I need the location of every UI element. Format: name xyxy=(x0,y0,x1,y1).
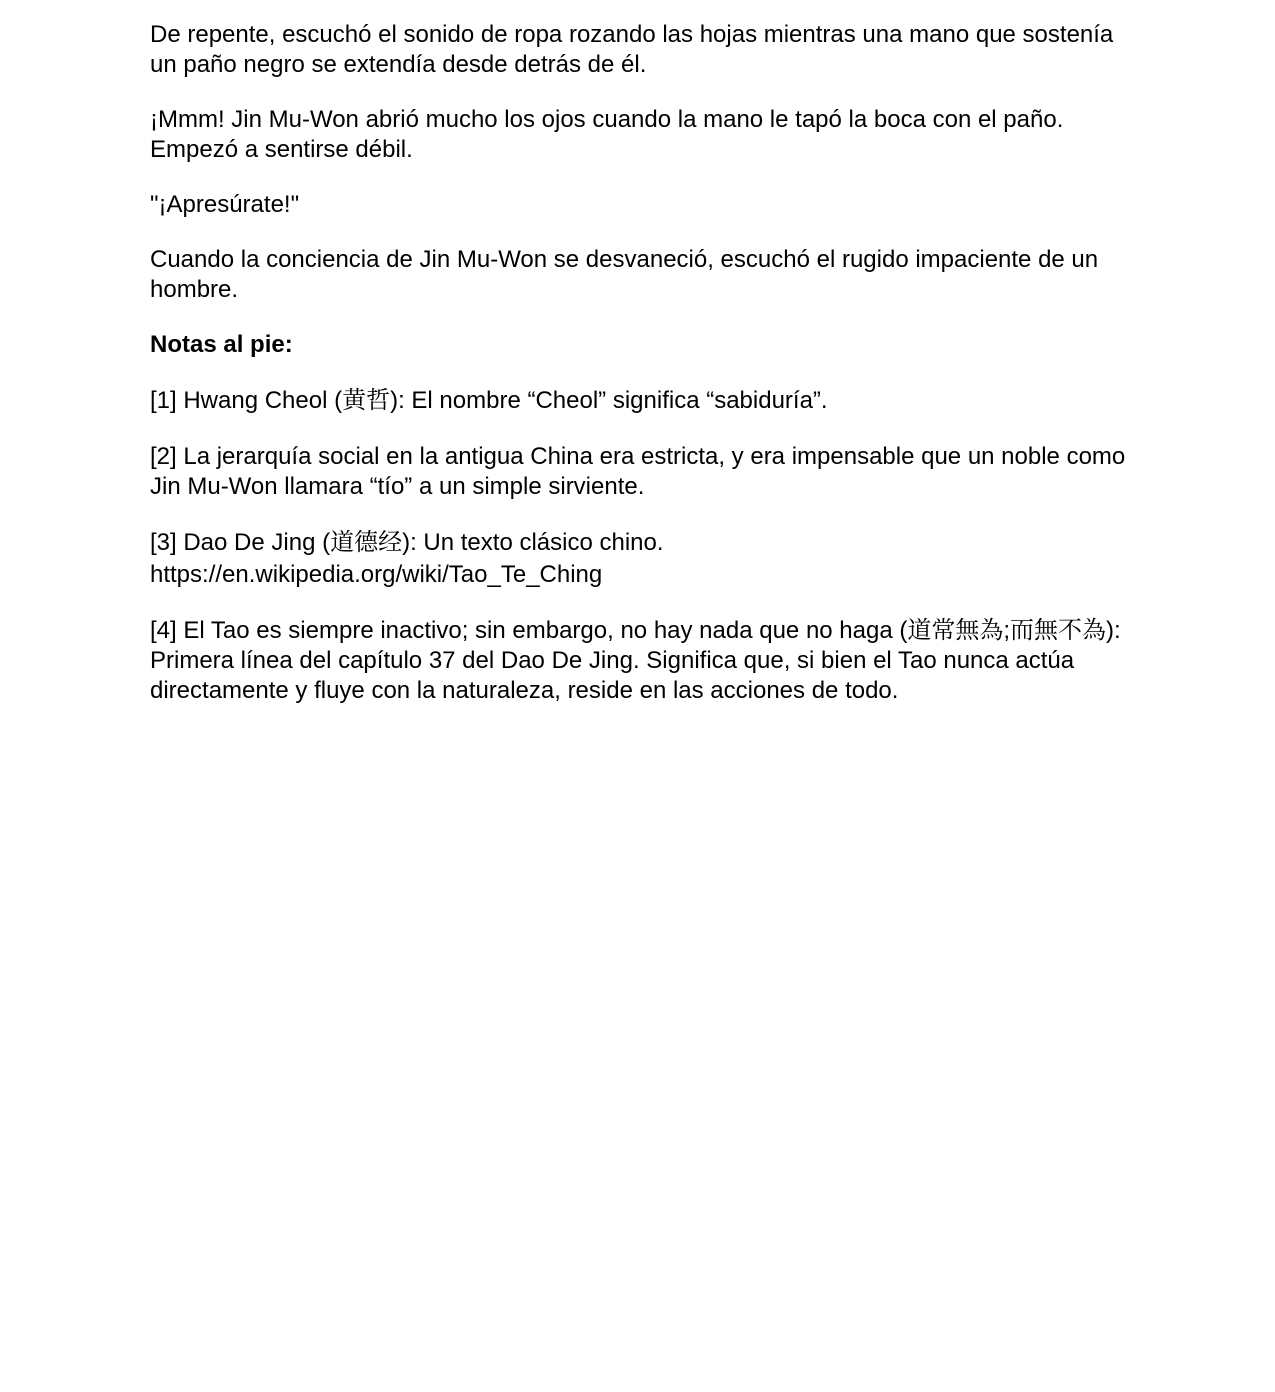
story-paragraph-1: De repente, escuchó el sonido de ropa rozando las hojas mientras una mano que sostenía un paño negro se extendía desde detrás de él. xyxy=(150,21,1114,78)
footnote-1: [1] Hwang Cheol (黄哲): El nombre “Cheol” significa “sabiduría”. xyxy=(150,387,828,414)
footnote-4: [4] El Tao es siempre inactivo; sin embargo, no hay nada que no haga (道常無為;而無不為): Primera línea del capítulo 37 del Dao De Jing. Significa que, si bien el Tao nunca actúa directamente y fluye con la naturaleza, reside en las acciones de todo. xyxy=(150,617,1121,704)
story-paragraph-4: Cuando la conciencia de Jin Mu-Won se desvaneció, escuchó el rugido impaciente de un hombre. xyxy=(150,246,1099,303)
footnote-3-link[interactable]: https://en.wikipedia.org/wiki/Tao_Te_Ching xyxy=(150,561,603,588)
footnote-3 xyxy=(150,528,1140,590)
footnotes-heading: Notas al pie: xyxy=(150,331,293,358)
document-page xyxy=(150,20,1140,732)
footnote-2: [2] La jerarquía social en la antigua China era estricta, y era impensable que un noble como Jin Mu-Won llamara “tío” a un simple sirviente. xyxy=(150,443,1126,500)
story-paragraph-2: ¡Mmm! Jin Mu-Won abrió mucho los ojos cuando la mano le tapó la boca con el paño. Empezó a sentirse débil. xyxy=(150,106,1064,163)
story-paragraph-3: "¡Apresúrate!" xyxy=(150,191,300,218)
footnote-3-text: [3] Dao De Jing (道德经): Un texto clásico chino. xyxy=(150,529,664,556)
